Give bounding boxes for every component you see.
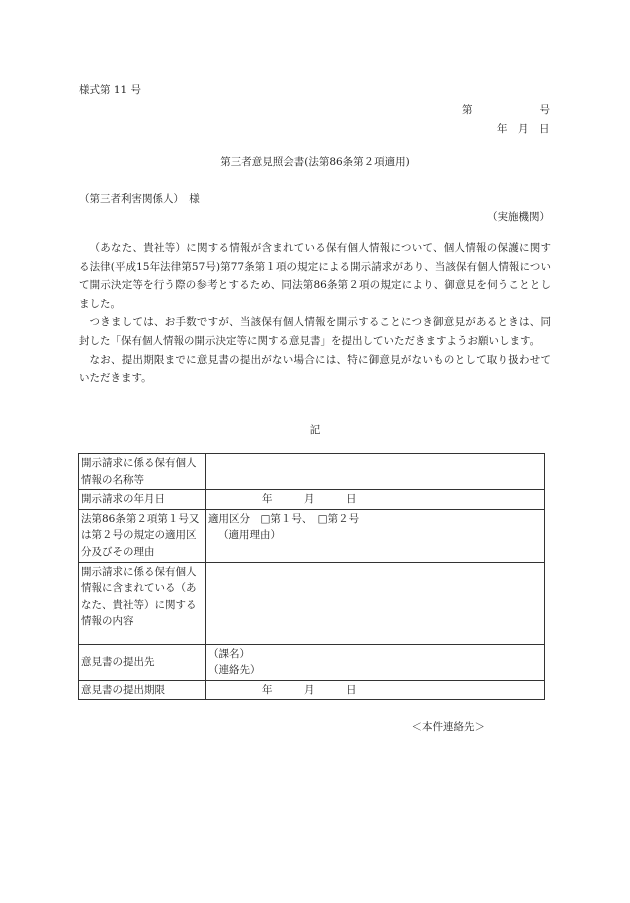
info-table — [78, 453, 545, 700]
row-label-application: 法第86条第２項第１号又は第２号の規定の適用区分及びその理由 — [79, 509, 206, 562]
row-label-request-date: 開示請求の年月日 — [79, 490, 206, 510]
row-label-info-content: 開示請求に係る保有個人情報に含まれている（あなた、貴社等）に関する情報の内容 — [79, 562, 206, 644]
application-reason: （適用理由） — [218, 529, 281, 541]
body-text — [79, 239, 551, 388]
document-number-prefix: 第 — [462, 104, 473, 116]
document-number — [462, 102, 550, 117]
paragraph-opinion: つきましては、お手数ですが、当該保有個人情報を開示することにつき御意見があるときは、同封した「保有個人情報の開示決定等に関する意見書」を提出していただきますようお願いします。 — [79, 316, 551, 347]
row-value-application — [206, 509, 545, 562]
row-label-deadline: 意見書の提出期限 — [79, 680, 206, 700]
submit-section: （課名） — [208, 647, 250, 660]
row-value-submit-to — [206, 644, 545, 680]
issue-date: 年 月 日 — [497, 123, 550, 135]
table-row — [79, 454, 545, 490]
ki-heading: 記 — [309, 424, 321, 436]
implementing-agency: （実施機関） — [487, 211, 550, 223]
submit-contact: （連絡先） — [208, 664, 261, 676]
paragraph-request: （あなた、貴社等）に関する情報が含まれている保有個人情報について、個人情報の保護に関する法律(平成15年法律第57号)第77条第１項の規定による開示請求があり、当該保有個人情報について開示決定等を行う際の参考とするため、同法第86条第２項の規定により、御意見を伺うこととしました。 — [79, 242, 551, 310]
document-title: 第三者意見照会書(法第86条第２項適用) — [220, 156, 410, 168]
contact-heading: ＜本件連絡先＞ — [411, 721, 485, 733]
table-row — [79, 562, 545, 644]
table-row — [79, 644, 545, 680]
row-value-info-name — [206, 454, 545, 490]
row-label-info-name: 開示請求に係る保有個人情報の名称等 — [79, 454, 206, 490]
document-number-suffix: 号 — [539, 104, 550, 116]
row-value-info-content — [206, 562, 545, 644]
row-value-deadline: 年 月 日 — [206, 680, 545, 700]
paragraph-deadline: なお、提出期限までに意見書の提出がない場合には、特に御意見がないものとして取り扱わせていただきます。 — [79, 353, 551, 385]
table-row — [79, 490, 545, 510]
table-row — [79, 509, 545, 562]
row-value-request-date: 年 月 日 — [206, 490, 545, 510]
table-row — [79, 680, 545, 700]
application-category: 適用区分 □第１号、 □第２号 — [208, 512, 360, 525]
addressee: （第三者利害関係人） 様 — [79, 193, 200, 205]
form-number: 様式第 11 号 — [79, 84, 142, 96]
row-label-submit-to: 意見書の提出先 — [79, 644, 206, 680]
